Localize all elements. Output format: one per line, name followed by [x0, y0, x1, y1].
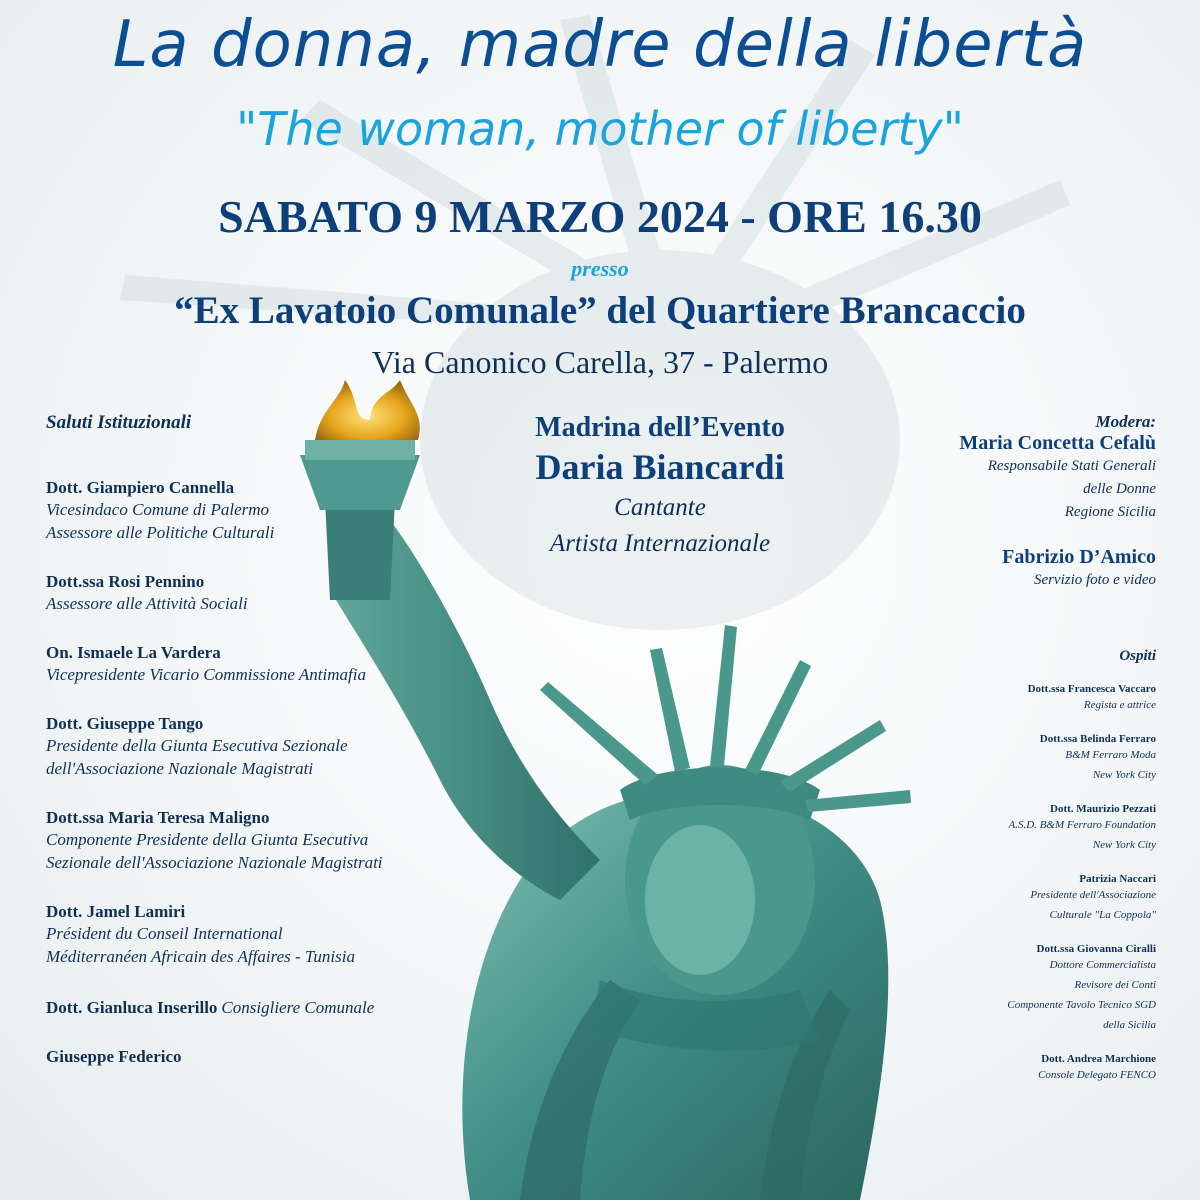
- guest-entry: [826, 683, 1156, 715]
- guest-name: Dott. Maurizio Pezzati: [1050, 803, 1156, 815]
- speaker-role: Assessore alle Politiche Culturali: [46, 523, 275, 542]
- speaker-name: On. Ismaele La Vardera: [46, 643, 221, 662]
- madrina-label: Madrina dell’Evento: [535, 412, 785, 443]
- speaker-role: Sezionale dell'Associazione Nazionale Magistrati: [46, 853, 383, 872]
- speaker-entry: [46, 1047, 566, 1067]
- guest-name: Dott.ssa Giovanna Ciralli: [1036, 943, 1156, 955]
- modera-role: Responsabile Stati Generali: [987, 458, 1156, 474]
- guest-entry: [826, 733, 1156, 785]
- speaker-entry: [46, 996, 566, 1019]
- modera-role: Regione Sicilia: [1064, 504, 1156, 520]
- guest-role: Revisore dei Conti: [1074, 979, 1156, 991]
- page-title: La donna, madre della libertà: [112, 8, 1088, 82]
- guest-role: A.S.D. B&M Ferraro Foundation: [1008, 819, 1156, 831]
- modera-role: delle Donne: [1083, 481, 1156, 497]
- speaker-role: Méditerranéen Africain des Affaires - Tunisia: [46, 947, 355, 966]
- guest-name: Dott. Andrea Marchione: [1041, 1053, 1156, 1065]
- guest-role: Culturale "La Coppola": [1049, 909, 1156, 921]
- page-subtitle: "The woman, mother of liberty": [236, 102, 964, 156]
- guest-role: Dottore Commercialista: [1049, 959, 1156, 971]
- modera-name: Maria Concetta Cefalù: [959, 432, 1156, 454]
- guest-entry: [826, 873, 1156, 925]
- speaker-role: dell'Associazione Nazionale Magistrati: [46, 759, 314, 778]
- speaker-entry: [46, 572, 566, 615]
- guest-role: New York City: [1092, 769, 1156, 781]
- speaker-role: Componente Presidente della Giunta Esecutiva: [46, 830, 369, 849]
- speaker-role: Assessore alle Attività Sociali: [46, 594, 248, 613]
- event-address: Via Canonico Carella, 37 - Palermo: [371, 344, 829, 380]
- ospiti-title: Ospiti: [1119, 648, 1156, 664]
- photo-credit-role: Servizio foto e video: [1033, 572, 1156, 588]
- speaker-name: Dott.ssa Maria Teresa Maligno: [46, 808, 270, 827]
- speaker-name: Dott. Giampiero Cannella: [46, 478, 235, 497]
- speaker-name: Dott.ssa Rosi Pennino: [46, 572, 205, 591]
- speaker-role: Vicepresidente Vicario Commissione Antimafia: [46, 665, 366, 684]
- guest-name: Patrizia Naccari: [1079, 873, 1156, 885]
- guest-entry: [826, 943, 1156, 1035]
- modera-section: [826, 412, 1156, 1085]
- guest-role: Console Delegato FENCO: [1038, 1069, 1156, 1081]
- madrina-role: Cantante: [614, 494, 706, 521]
- speaker-role: Presidente della Giunta Esecutiva Sezionale: [46, 736, 348, 755]
- guest-entry: [826, 803, 1156, 855]
- speaker-role: Vicesindaco Comune di Palermo: [46, 500, 270, 519]
- presso-label: presso: [571, 256, 629, 281]
- madrina-name: Daria Biancardi: [535, 447, 785, 487]
- speaker-role: Consigliere Comunale: [221, 998, 375, 1017]
- guest-role: Presidente dell'Associazione: [1030, 889, 1156, 901]
- event-venue: “Ex Lavatoio Comunale” del Quartiere Brancaccio: [174, 289, 1026, 332]
- guest-name: Dott.ssa Francesca Vaccaro: [1027, 683, 1156, 695]
- photo-credit-name: Fabrizio D’Amico: [1002, 546, 1156, 568]
- speaker-entry: [46, 714, 566, 780]
- modera-label: Modera:: [1095, 412, 1156, 431]
- madrina-role: Artista Internazionale: [549, 530, 771, 557]
- speaker-name: Dott. Giuseppe Tango: [46, 714, 204, 733]
- speaker-role: Président du Conseil International: [46, 924, 283, 943]
- speaker-entry: [46, 902, 566, 968]
- speaker-name: Dott. Gianluca Inserillo: [46, 998, 218, 1017]
- speaker-entry: [46, 808, 566, 874]
- speaker-entry: [46, 643, 566, 686]
- guest-role: Componente Tavolo Tecnico SGD: [1007, 999, 1156, 1011]
- madrina-section: [470, 412, 850, 560]
- guest-role: Regista e attrice: [1083, 699, 1156, 711]
- event-date: SABATO 9 MARZO 2024 - ORE 16.30: [218, 191, 982, 242]
- speaker-name: Giuseppe Federico: [46, 1047, 182, 1066]
- guest-role: New York City: [1092, 839, 1156, 851]
- guest-entry: [826, 1053, 1156, 1085]
- guest-name: Dott.ssa Belinda Ferraro: [1039, 733, 1156, 745]
- saluti-title: Saluti Istituzionali: [46, 412, 192, 433]
- speaker-name: Dott. Jamel Lamiri: [46, 902, 186, 921]
- guest-role: B&M Ferraro Moda: [1065, 749, 1156, 761]
- guest-role: della Sicilia: [1103, 1019, 1156, 1031]
